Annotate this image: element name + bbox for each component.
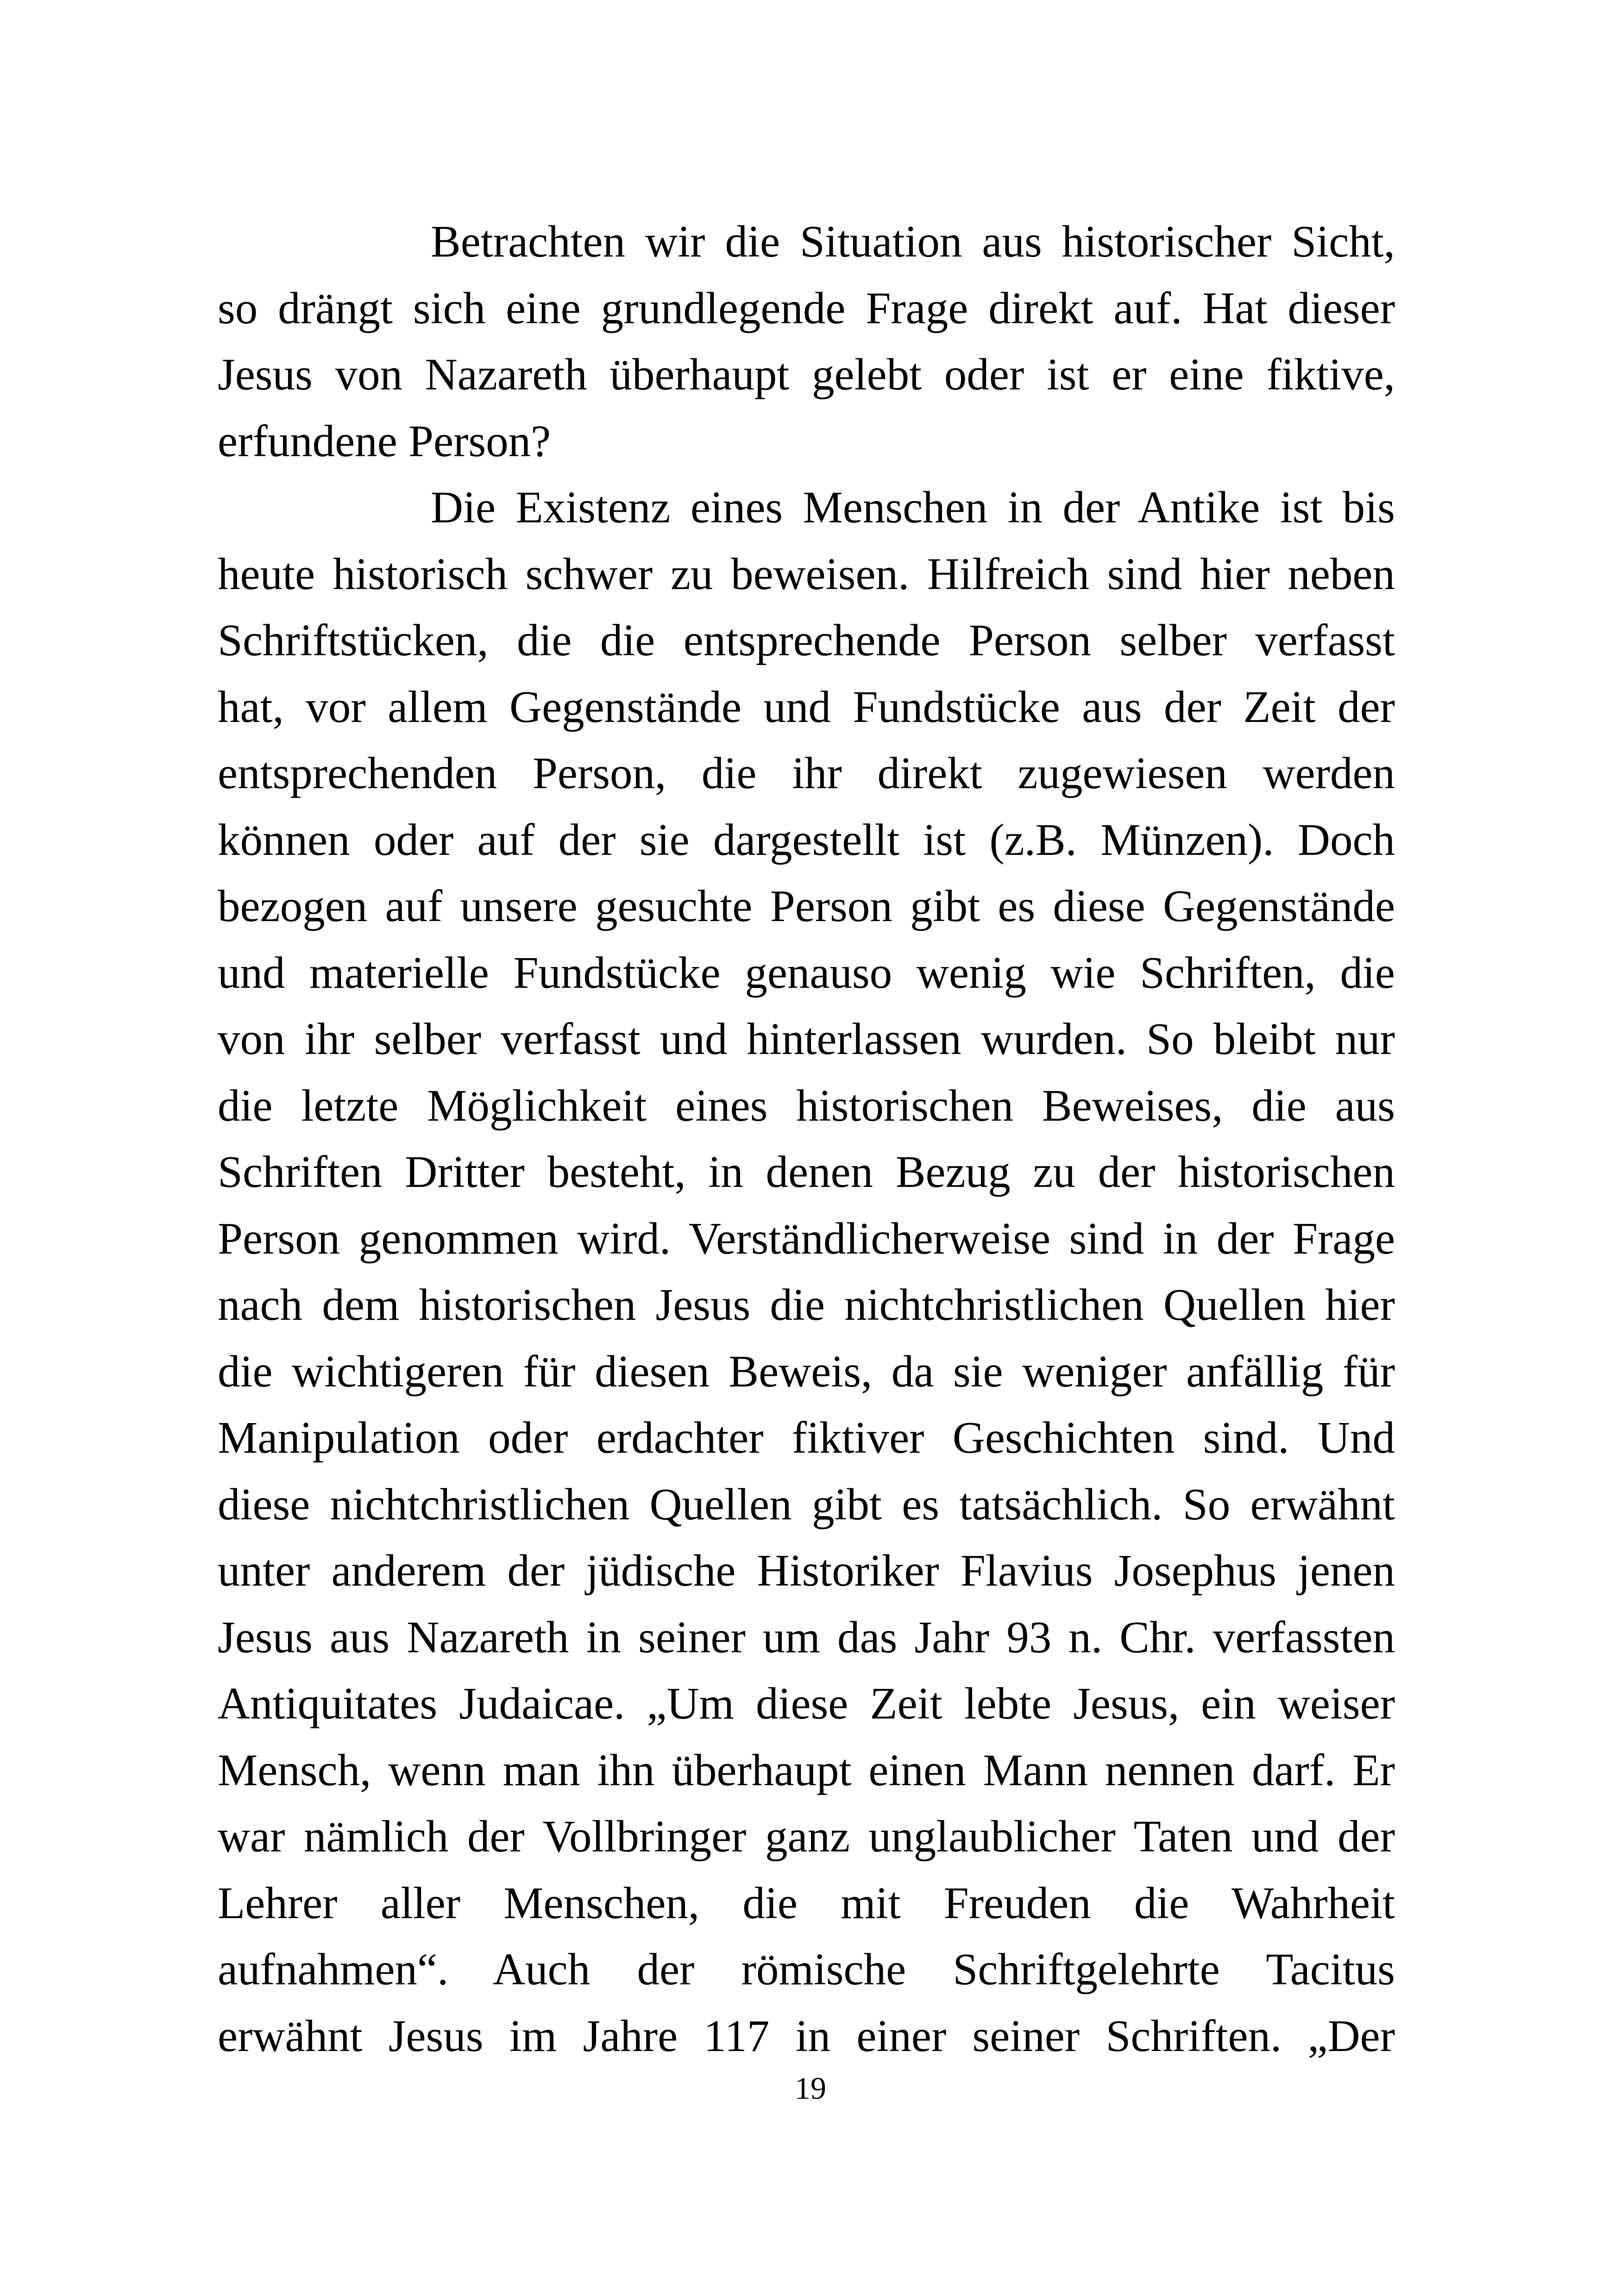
text-line: so drängt sich eine grundlegende Frage direkt auf. Hat dieser: [218, 283, 1395, 333]
text-line: erwähnt Jesus im Jahre 117 in einer seiner Schriften. „Der: [218, 2011, 1395, 2061]
text-line: Schriften Dritter besteht, in denen Bezug zu der historischen: [218, 1147, 1395, 1197]
text-line: hat, vor allem Gegenstände und Fundstücke aus der Zeit der: [218, 682, 1395, 732]
text-line: die letzte Möglichkeit eines historischen Beweises, die aus: [218, 1080, 1395, 1130]
page-number: 19: [795, 2070, 826, 2106]
text-line: Jesus aus Nazareth in seiner um das Jahr 93 n. Chr. verfassten: [218, 1612, 1395, 1662]
text-line: aufnahmen“. Auch der römische Schriftgelehrte Tacitus: [218, 1945, 1395, 1994]
text-line: Antiquitates Judaicae. „Um diese Zeit lebte Jesus, ein weiser: [218, 1679, 1395, 1728]
text-line: diese nichtchristlichen Quellen gibt es tatsächlich. So erwähnt: [218, 1479, 1395, 1529]
text-line: Jesus von Nazareth überhaupt gelebt oder ist er eine fiktive,: [218, 350, 1395, 399]
text-line: war nämlich der Vollbringer ganz unglaublicher Taten und der: [218, 1812, 1395, 1861]
body-text: [218, 208, 1395, 2069]
text-line: entsprechenden Person, die ihr direkt zugewiesen werden: [218, 748, 1395, 798]
text-line: von ihr selber verfasst und hinterlassen wurden. So bleibt nur: [218, 1014, 1395, 1064]
text-line: die wichtigeren für diesen Beweis, da sie weniger anfällig für: [218, 1346, 1395, 1396]
paragraph-2: [218, 474, 1395, 2069]
text-line: nach dem historischen Jesus die nichtchristlichen Quellen hier: [218, 1280, 1395, 1330]
paragraph-1: [218, 208, 1395, 474]
text-line: erfundene Person?: [218, 416, 551, 466]
text-line: Schriftstücken, die die entsprechende Person selber verfasst: [218, 615, 1395, 665]
text-line: bezogen auf unsere gesuchte Person gibt es diese Gegenstände: [218, 881, 1395, 931]
text-line: Betrachten wir die Situation aus historischer Sicht,: [431, 217, 1395, 266]
text-line: Mensch, wenn man ihn überhaupt einen Mann nennen darf. Er: [218, 1745, 1395, 1795]
text-line: heute historisch schwer zu beweisen. Hilfreich sind hier neben: [218, 549, 1395, 599]
text-line: Manipulation oder erdachter fiktiver Geschichten sind. Und: [218, 1413, 1395, 1462]
text-line: Lehrer aller Menschen, die mit Freuden die Wahrheit: [218, 1878, 1395, 1928]
text-line: und materielle Fundstücke genauso wenig wie Schriften, die: [218, 947, 1395, 997]
text-line: Die Existenz eines Menschen in der Antike ist bis: [431, 483, 1395, 532]
text-line: unter anderem der jüdische Historiker Flavius Josephus jenen: [218, 1546, 1395, 1595]
text-line: können oder auf der sie dargestellt ist (z.B. Münzen). Doch: [218, 815, 1395, 865]
text-line: Person genommen wird. Verständlicherweise sind in der Frage: [218, 1213, 1395, 1263]
